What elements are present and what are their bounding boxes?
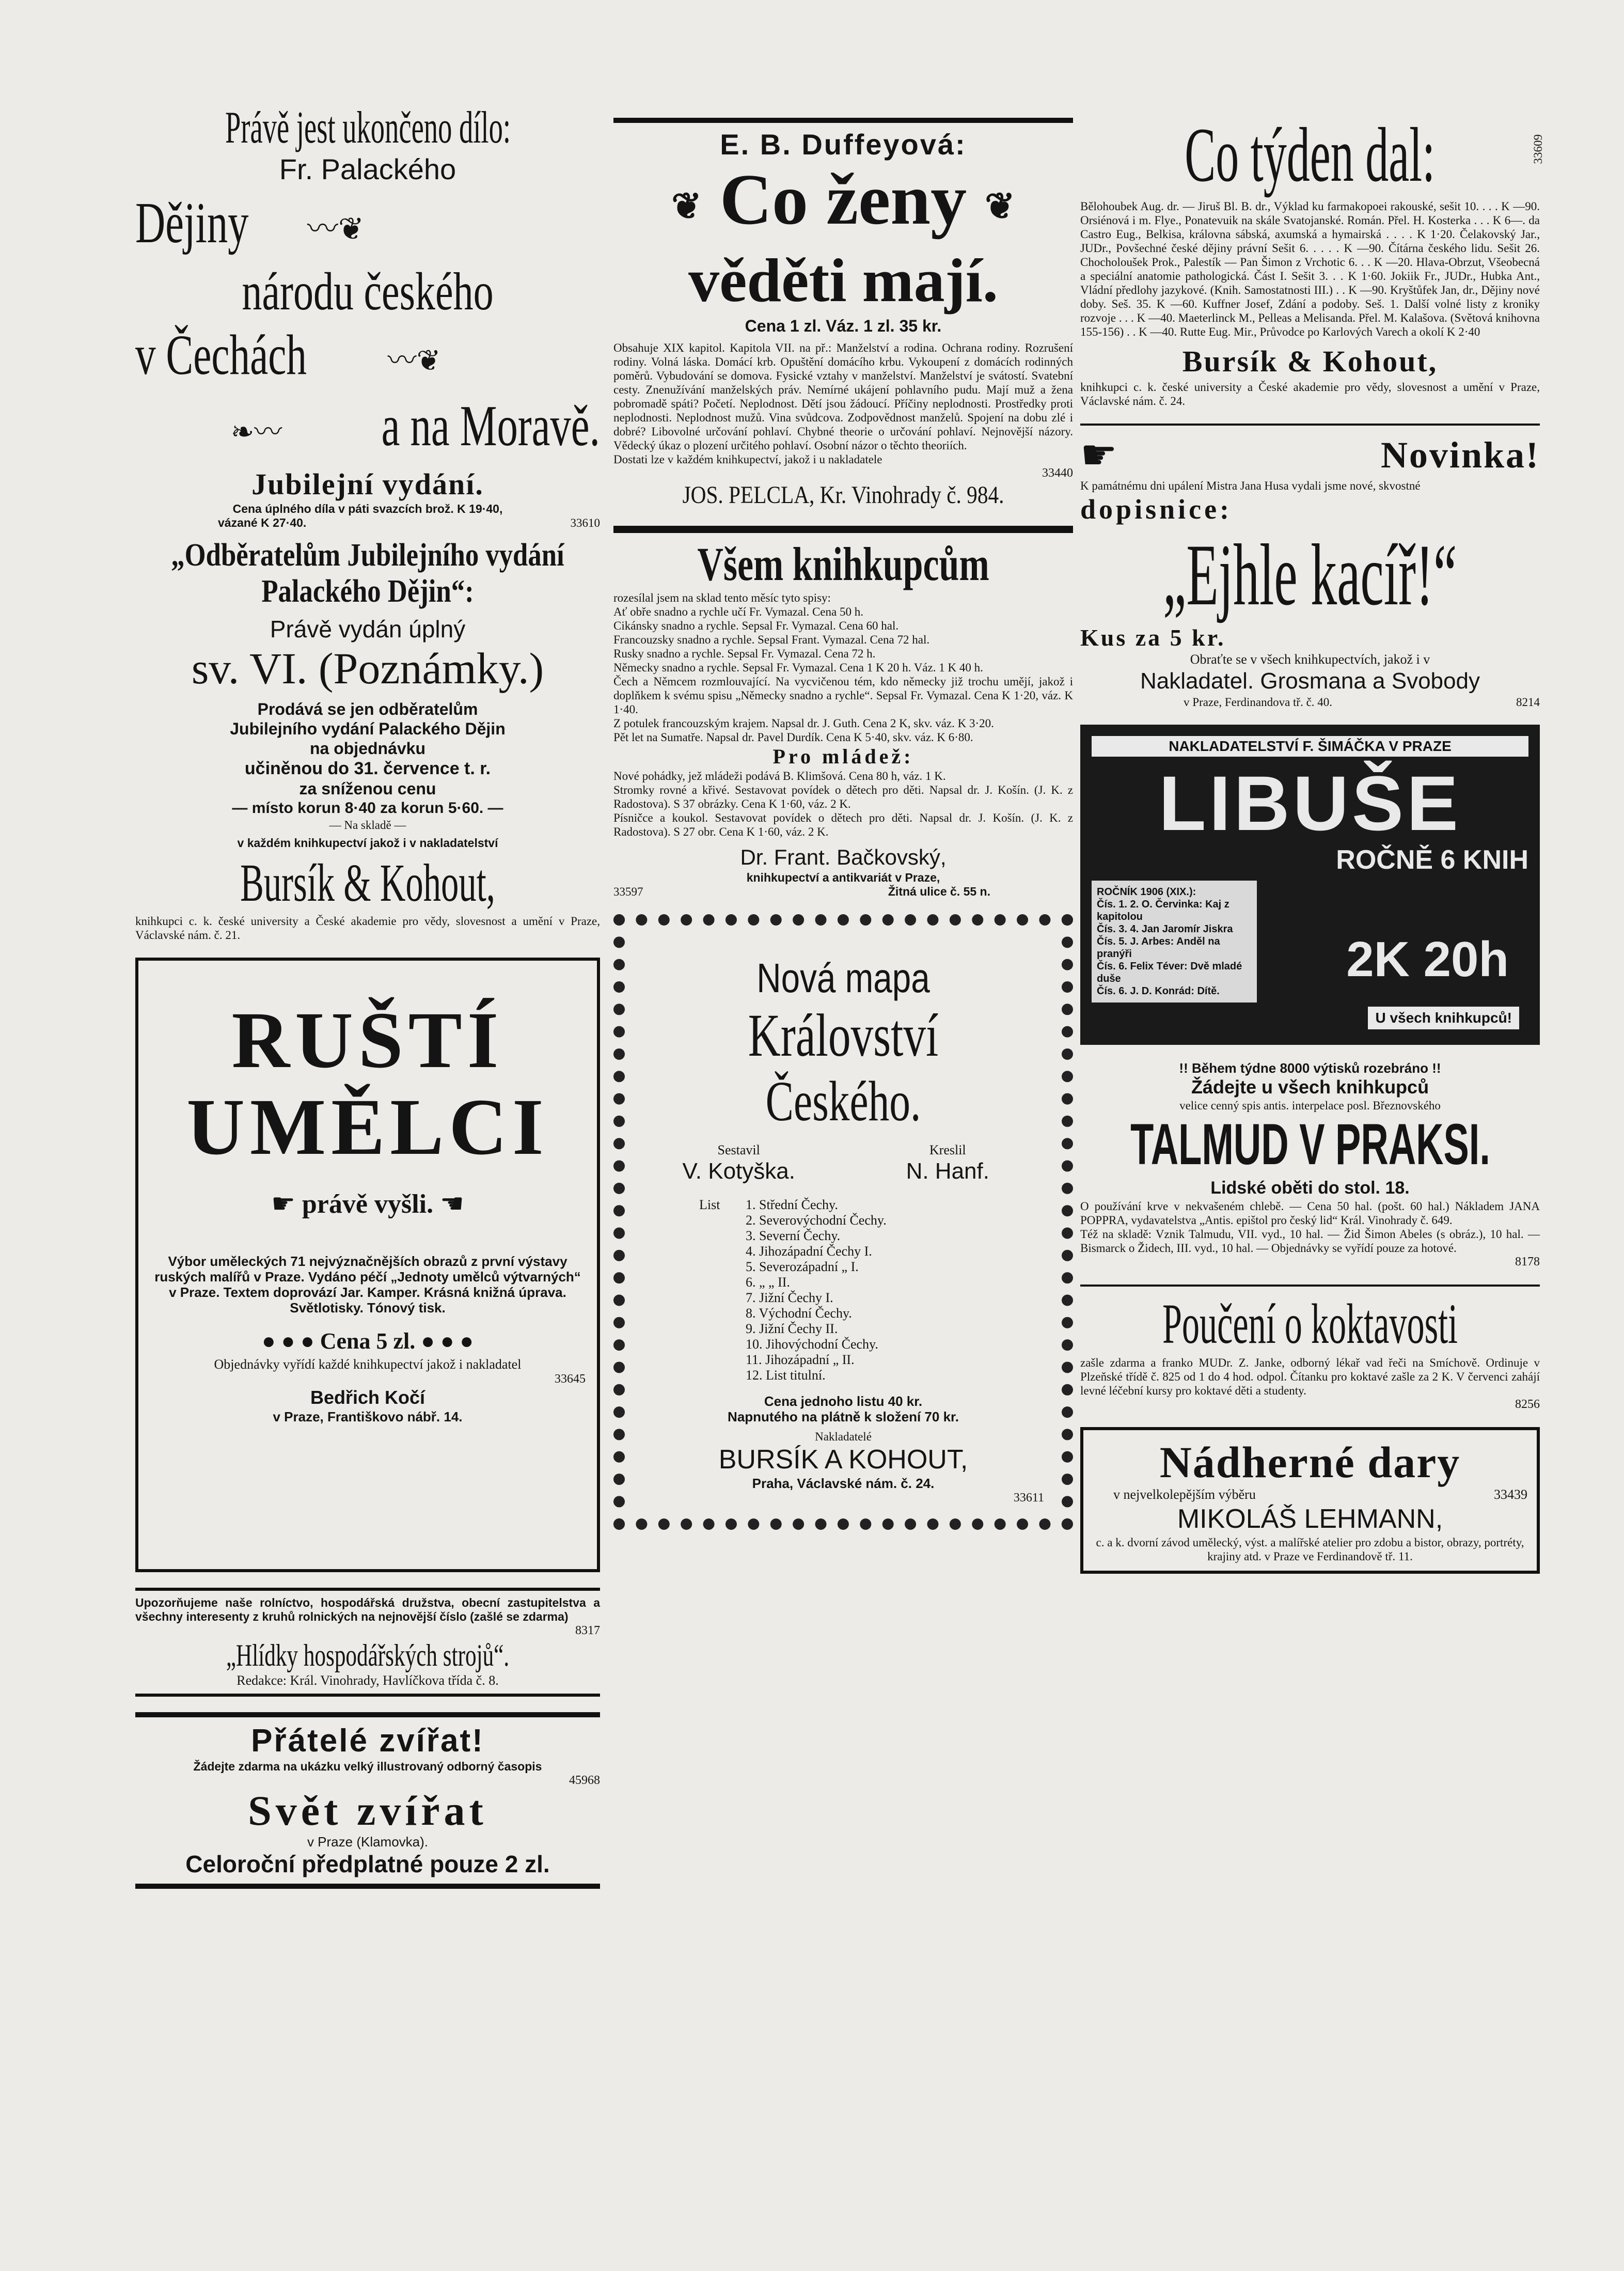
zvirat-code: 45968 (569, 1774, 600, 1788)
tyden-side: 33609 (1532, 134, 1544, 164)
mapa-drawn-block (852, 1142, 1044, 1185)
duffey-publisher: JOS. PELCLA, Kr. Vinohrady č. 984. (682, 481, 1004, 509)
right-column (1080, 112, 1544, 1589)
duffey-author: E. B. Duffeyová: (720, 128, 967, 161)
tyden-publisher: Bursík & Kohout, (1182, 344, 1438, 378)
mapa-compiler: V. Kotyška. (682, 1158, 795, 1184)
zvirat-ad (135, 1712, 600, 1889)
list-item: ROČNÍK 1906 (XIX.): (1097, 886, 1196, 898)
rusti-price-row (150, 1326, 586, 1357)
dary-code: 33439 (1494, 1487, 1527, 1502)
mapa-title-1: Nová mapa (756, 954, 930, 1001)
list-item: 3. Severní Čechy. (746, 1228, 841, 1243)
rusti-code: 33645 (555, 1372, 586, 1386)
dary-name: MIKOLÁŠ LEHMANN, (1177, 1504, 1443, 1534)
talmud-ad (1080, 1060, 1540, 1269)
novinka-publisher: Nakladatel. Grosmana a Svobody (1140, 668, 1480, 694)
duffey-ad (613, 118, 1073, 510)
pouceni-text: zašle zdarma a franko MUDr. Z. Janke, odborný lékař vad řeči na Smíchově. Ordinuje v Plzeňské třídě č. 825 od 1 do 4 hod. odpol. Čítanku pro koktavé zašle za 2 K. V červenci zahájí levné léčební kursy pro koktavé děti a studenty. (1080, 1356, 1540, 1397)
novinka-code: 8214 (1516, 696, 1540, 709)
hlidky-office: Redakce: Král. Vinohrady, Havlíčkova třída č. 8. (236, 1673, 499, 1688)
talmud-text: O používání krve v nekvašeném chlebě. — Cena 50 hal. (pošt. 60 hal.) Nákladem JANA POPPRA, vydavatelstva „Antis. epištol pro český lid“ Král. Vinohrady č. 649. (1080, 1200, 1540, 1227)
duffey-text: Obsahuje XIX kapitol. Kapitola VII. na př.: Manželství a rodina. Ochrana rodiny. Rozrušení rodiny. Volná láska. Domácí krb. Opuštění domácího krbu. Vykoupení z domácích rodinných poměrů. Vybudování se domova. Fysické vztahy v manželství. Manželství je svátostí. Svatební cesty. Znenužívání manželských práv. Nemírné ukájení pohlavního pudu. Mají muž a žena pobromadě spáti? Početí. Neplodnost. Dětí jsou žádoucí. Příčiny neplodnosti. Prostředky proti neplodnosti. Neplodnost mužů. Vina svůdcova. Zodpovědnost manželů. Spojení na dobu zlé i dobré? Libovolné určování pohlaví. Chybné theorie o určování pohlaví. Nejnovější názory. Vědecký úkaz o plození určitého pohlaví. Osobní názor o těchto theoriích. (613, 341, 1073, 452)
mapa-list (699, 1197, 1044, 1383)
duffey-code: 33440 (1042, 466, 1073, 480)
mapa-ad (613, 914, 1073, 1530)
tyden-text: Bělohoubek Aug. dr. — Jiruš Bl. B. dr., Výklad ku farmakopoei rakouské, sešit 10. . . . K —90. Orsiénová i m. Flye., Ponatevuik na skále Svatojanské. Román. Přel. H. Kosterka . . . K 6—. da Castro Eug., Belkisa, královna sábská, axumská a hymairská . . . . K 1·20. Čelakovský Jar., JUDr., Povšechné české dějiny právní Sešit 6. . . . . K —90. Čítárna českého lidu. Sešit 26. Chocholoušek Prok., Palestík — Pan Šimon z Vrchotic 6. . . K —20. Hlava-Obrzut, Všeobecná a speciální anatomie pathologická. Část I. Sešit 3. . . K 1·60. Jokiik Fr., JUDr., Hubka Ant., Vládní předlohy jazykové. (Knih. Samostatnosti III.) . . K —90. Kryštůfek Jan, dr., Dějiny nové doby. Seš. 35. K —60. Kuffner Josef, Zdání a podoby. Seš. 1. Další volné listy z kroniky rozvoje . . . K —40. Maeterlinck M., Pelleas a Melisanda. Přel. M. Kalašova. (Světová knihovna 155-156) . . K —40. Rutte Eug. Mir., Průvodce po Karlových Varech a okolí K 2·40 (1080, 200, 1540, 338)
palacky-title-1 (135, 191, 600, 261)
palacky-pubinfo: knihkupci c. k. české university a České akademie pro vědy, slovesnost a umění v Praze, Václavské nám. č. 21. (135, 915, 600, 942)
vsem-sig-2: knihkupectví a antikvariát v Praze, (746, 870, 940, 884)
list-item: Pět let na Sumatře. Napsal dr. Pavel Durdík. Cena K 5·40, skv. váz. K 6·80. (613, 730, 973, 744)
talmud-announce: !! Během týdne 8000 výtisků rozebráno !! (1179, 1060, 1441, 1076)
list-item: 2. Severovýchodní Čechy. (746, 1212, 887, 1228)
palacky-subscribers: „Odběratelům Jubilejního vydání Palackého Dějin“: (171, 538, 564, 609)
mapa-list-items (746, 1197, 887, 1383)
talmud-subtitle: Lidské oběti do stol. 18. (1210, 1178, 1410, 1198)
rusti-address: v Praze, Františkovo nábř. 14. (273, 1409, 463, 1425)
list-item: Ať obře snadno a rychle učí Fr. Vymazal. Cena 50 h. (613, 605, 863, 618)
libuse-contents (1092, 881, 1257, 1003)
ornament-icon: ❧〰 (231, 416, 282, 448)
vsem-youth-list (613, 769, 1073, 839)
list-item: 8. Východní Čechy. (746, 1305, 852, 1321)
list-item: 12. List titulní. (746, 1367, 826, 1383)
list-item: 4. Jihozápadní Čechy I. (746, 1243, 872, 1259)
palacky-sold-4: učiněnou do 31. července t. r. (244, 759, 491, 779)
hlidky-title: „Hlídky hospodářských strojů“. (226, 1638, 510, 1673)
zvirat-text: Žádejte zdarma na ukázku velký illustrovaný odborný časopis (193, 1760, 542, 1774)
mapa-price-2: Napnutého na plátně k složení 70 kr. (728, 1408, 959, 1424)
hlidky-ad (135, 1588, 600, 1697)
talmud-code: 8178 (1515, 1255, 1540, 1268)
middle-column (613, 118, 1073, 1545)
list-item: Čís. 6. J. D. Konrád: Dítě. (1097, 985, 1220, 997)
pouceni-ad (1080, 1285, 1540, 1412)
mapa-pubs: Nakladatelé (815, 1430, 872, 1443)
list-item: 6. „ „ II. (746, 1274, 790, 1290)
mapa-compiled: Sestavil (717, 1142, 760, 1157)
rusti-publisher: Bedřich Kočí (310, 1387, 425, 1408)
libuse-subtitle: ROČNĚ 6 KNIH (1336, 845, 1528, 875)
palacky-sold-3: na objednávku (309, 739, 426, 758)
novinka-ad (1080, 424, 1540, 709)
list-item: 11. Jihozápadní „ II. (746, 1352, 855, 1367)
pointing-hand-icon: ☚ (440, 1188, 464, 1220)
list-item: 9. Jižní Čechy II. (746, 1321, 838, 1336)
zvirat-name: Svět zvířat (248, 1787, 487, 1835)
mapa-compiled-block (642, 1142, 835, 1185)
vsem-intro: rozesílal jsem na sklad tento měsíc tyto spisy: (613, 591, 831, 604)
palacky-released: Právě vydán úplný (270, 616, 466, 643)
vsem-sig-3: Žitná ulice č. 55 n. (888, 884, 990, 898)
list-item: Čech a Němcem rozmlouvající. Na vycvičenou tém, kdo německy již trochu umějí, jakož i doplňkem k svému spisu „Německy snadno a rychle“. Sepsal Fr. Vymazal. Cena K 1·20, váz. K 1·40. (613, 675, 1073, 716)
novinka-addr-row (1080, 695, 1540, 709)
novinka-order: Obraťte se v všech knihkupectvích, jakož i v (1190, 652, 1430, 667)
palacky-code: 33610 (570, 516, 600, 530)
mapa-publisher: BURSÍK A KOHOUT, (718, 1444, 968, 1475)
palacky-sold-5: za sníženou cenu (299, 779, 436, 798)
hlidky-text: Upozorňujeme naše rolníctvo, hospodářská družstva, obecní zastupitelstva a všechny interesenty z kruhů rolnických na nejnovější číslo (zašlé se zdarma) (135, 1596, 600, 1624)
list-item: Čís. 1. 2. O. Červinka: Kaj z kapitolou (1097, 899, 1229, 922)
rusti-title-1: RUŠTÍ (231, 995, 504, 1085)
novinka-postcards: dopisnice: (1080, 494, 1233, 525)
list-item: 5. Severozápadní „ I. (746, 1259, 859, 1274)
tyden-ad (1080, 112, 1544, 408)
libuse-title: LIBUŠE (1158, 760, 1462, 847)
duffey-title-1-row (613, 161, 1073, 246)
vsem-code: 33597 (613, 885, 643, 898)
mapa-drawer: N. Hanf. (906, 1158, 989, 1184)
mapa-title-3: Českého. (765, 1069, 921, 1133)
rusti-title-2: UMĚLCI (186, 1082, 549, 1172)
list-item: Stromky rovné a křivé. Sestavovat povídek o dětech pro děti. Napsal dr. J. Košín. (J. K. z Radostova). S 37 obrázky. Cena K 1·60, váz. 2 K. (613, 783, 1073, 810)
list-item: Rusky snadno a rychle. Sepsal Fr. Vymazal. Cena 72 h. (613, 647, 876, 660)
dary-text-row (1093, 1487, 1527, 1502)
ornament-icon: 〰❦ (387, 345, 441, 378)
zvirat-addr: v Praze (Klamovka). (307, 1834, 429, 1850)
libuse-price: 2K 20h (1346, 932, 1509, 987)
palacky-sold-2: Jubilejního vydání Palackého Dějin (230, 719, 506, 739)
palacky-title-3-text: v Čechách (135, 323, 307, 387)
dary-text: v nejvelkolepějším výběru (1113, 1487, 1256, 1502)
list-item: Čís. 6. Felix Téver: Dvě mladé duše (1097, 961, 1242, 984)
palacky-headline: Právě jest ukončeno dílo: (225, 103, 511, 153)
novinka-text: K památnému dni upálení Mistra Jana Husa vydali jsme nové, skvostné (1080, 479, 1421, 492)
hlidky-code: 8317 (575, 1624, 600, 1638)
palacky-title-4-text: a na Moravě. (381, 394, 600, 459)
palacky-title-3 (135, 323, 600, 393)
pointing-hand-icon: ☛ (271, 1188, 295, 1220)
rusti-released-row (150, 1186, 586, 1223)
vsem-list (613, 605, 1073, 744)
mapa-code: 33611 (1013, 1491, 1044, 1505)
mapa-title-2: Království (748, 1001, 939, 1069)
palacky-title-1-text: Dějiny (135, 191, 249, 255)
list-item: Francouzsky snadno a rychle. Sepsal Frant. Vymazal. Cena 72 hal. (613, 633, 930, 646)
vsem-sig-row (613, 885, 1073, 899)
tyden-title: Co týden dal: (1185, 112, 1436, 198)
palacky-volume: sv. VI. (Poznámky.) (191, 644, 544, 694)
pouceni-code: 8256 (1515, 1398, 1540, 1411)
palacky-ad (135, 103, 600, 942)
pouceni-title: Poučení o koktavosti (1162, 1292, 1458, 1355)
palacky-title-2: národu českého (242, 262, 494, 322)
list-item: Německy snadno a rychle. Sepsal Fr. Vymazal. Cena 1 K 20 h. Váz. 1 K 40 h. (613, 661, 983, 674)
novinka-title: Novinka! (1380, 434, 1540, 476)
talmud-title: TALMUD V PRAKSI. (1130, 1112, 1490, 1177)
novinka-price: Kus za 5 kr. (1080, 624, 1226, 651)
palacky-price-row (135, 516, 600, 530)
rusti-text: Výbor uměleckých 71 nejvýznačnějších obrazů z první výstavy ruských malířů v Praze. Vydáno péčí „Jednoty umělců výtvarných“ v Praze. Textem doprovází Jar. Kamper. Krásná knižná úprava. Světlotisky. Tónový tisk. (154, 1254, 581, 1316)
list-item: 7. Jižní Čechy I. (746, 1290, 833, 1305)
mapa-addr: Praha, Václavské nám. č. 24. (752, 1475, 935, 1491)
dary-title: Nádherné dary (1159, 1437, 1461, 1487)
list-item: Písničce a koukol. Sestavovat povídek o dětech pro děti. Napsal dr. J. Košín. (J. K. z Radostova). S 27 obr. Cena K 1·60, váz. 2 K. (613, 811, 1073, 838)
novinka-slogan: „Ejhle kacíř!“ (1163, 526, 1457, 623)
novinka-addr: v Praze, Ferdinandova tř. č. 40. (1184, 696, 1333, 709)
palacky-author: Fr. Palackého (279, 153, 456, 185)
rusti-released: právě vyšli. (302, 1189, 434, 1219)
duffey-price: Cena 1 zl. Váz. 1 zl. 35 kr. (745, 316, 942, 335)
palacky-everywhere: v každém knihkupectví jakož i v nakladatelství (237, 836, 498, 850)
duffey-title-1: Co ženy (719, 160, 967, 240)
ornament-icon: ❦ (985, 186, 1015, 227)
dary-info: c. a k. dvorní závod umělecký, výst. a malířské atelier pro zdobu a bistor, obrazy, portréty, krajiny atd. v Praze ve Ferdinandově tř. 11. (1096, 1536, 1524, 1563)
dary-ad (1080, 1427, 1540, 1574)
rusti-price: Cena 5 zl. (320, 1328, 416, 1354)
mapa-price-1: Cena jednoho listu 40 kr. (764, 1393, 923, 1409)
list-item: Z potulek francouzským krajem. Napsal dr. J. Guth. Cena 2 K, skv. váz. K 3·20. (613, 716, 994, 730)
tyden-pubinfo: knihkupci c. k. české university a České akademie pro vědy, slovesnost a umění v Praze, Václavské nám. č. 24. (1080, 381, 1540, 408)
palacky-price-1: Cena úplného díla v páti svazcích brož. K 19·40, (232, 502, 503, 516)
libuse-house: NAKLADATELSTVÍ F. ŠIMÁČKA V PRAZE (1092, 736, 1528, 757)
list-item: Čís. 3. 4. Jan Jaromír Jiskra (1097, 923, 1233, 935)
vsem-title: Všem knihkupcům (697, 537, 989, 590)
zvirat-sub: Celoroční předplatné pouze 2 zl. (185, 1851, 550, 1878)
list-item: Čís. 5. J. Arbes: Anděl na pranýři (1097, 936, 1220, 960)
zvirat-title: Přátelé zvířat! (251, 1723, 484, 1759)
palacky-sold-1: Prodává se jen odběratelům (257, 700, 478, 719)
novinka-head (1080, 431, 1540, 479)
vsem-ad (613, 526, 1073, 899)
libuse-ad (1080, 725, 1540, 1045)
bullet-icon: ● ● ● (415, 1328, 474, 1354)
mapa-credits (642, 1142, 1044, 1185)
palacky-title-4 (135, 393, 600, 465)
palacky-stock: — Na skladě — (329, 819, 406, 832)
rusti-order: Objednávky vyřídí každé knihkupectví jakož i nakladatel (214, 1357, 522, 1372)
list-item: Nové pohádky, jež mládeži podává B. Klimšová. Cena 80 h, váz. 1 K. (613, 769, 946, 782)
palacky-publisher: Bursík & Kohout, (240, 853, 495, 913)
list-item: Cikánsky snadno a rychle. Sepsal Fr. Vymazal. Cena 60 hal. (613, 619, 899, 632)
left-column (135, 103, 600, 1904)
vsem-youth: Pro mládež: (772, 744, 914, 768)
palacky-edition: Jubilejní vydání. (251, 467, 484, 502)
ornament-icon: 〰❦ (307, 212, 365, 246)
bullet-icon: ● ● ● (262, 1328, 320, 1354)
talmud-also: Též na skladě: Vznik Talmudu, VII. vyd., 10 hal. — Žid Šimon Abeles (s obráz.), 10 hal. — Bismarck o Židech, III. vyd., 10 hal. — Objednávky se vyřídí pouze za hotové. (1080, 1228, 1540, 1255)
mapa-list-label: List (699, 1197, 720, 1212)
mapa-drawn: Kreslil (929, 1142, 966, 1157)
palacky-price-2: vázané K 27·40. (218, 516, 307, 530)
vsem-signer: Dr. Frant. Bačkovský, (740, 844, 947, 869)
duffey-title-2: věděti mají. (688, 245, 998, 315)
list-item: 1. Střední Čechy. (746, 1197, 838, 1212)
libuse-avail: U všech knihkupců! (1368, 1007, 1519, 1029)
palacky-sold-6: — místo korun 8·40 za korun 5·60. — (232, 800, 503, 817)
ornament-icon: ❦ (671, 186, 702, 227)
duffey-avail: Dostati lze v každém knihkupectví, jakož i u nakladatele (613, 452, 882, 466)
pointing-hand-icon: ☛ (1080, 431, 1117, 479)
rusti-umelci-ad (135, 958, 600, 1572)
talmud-ask: Žádejte u všech knihkupců (1191, 1076, 1429, 1098)
talmud-note: velice cenný spis antis. interpelace posl. Březnovského (1179, 1099, 1441, 1112)
list-item: 10. Jihovýchodní Čechy. (746, 1336, 878, 1352)
